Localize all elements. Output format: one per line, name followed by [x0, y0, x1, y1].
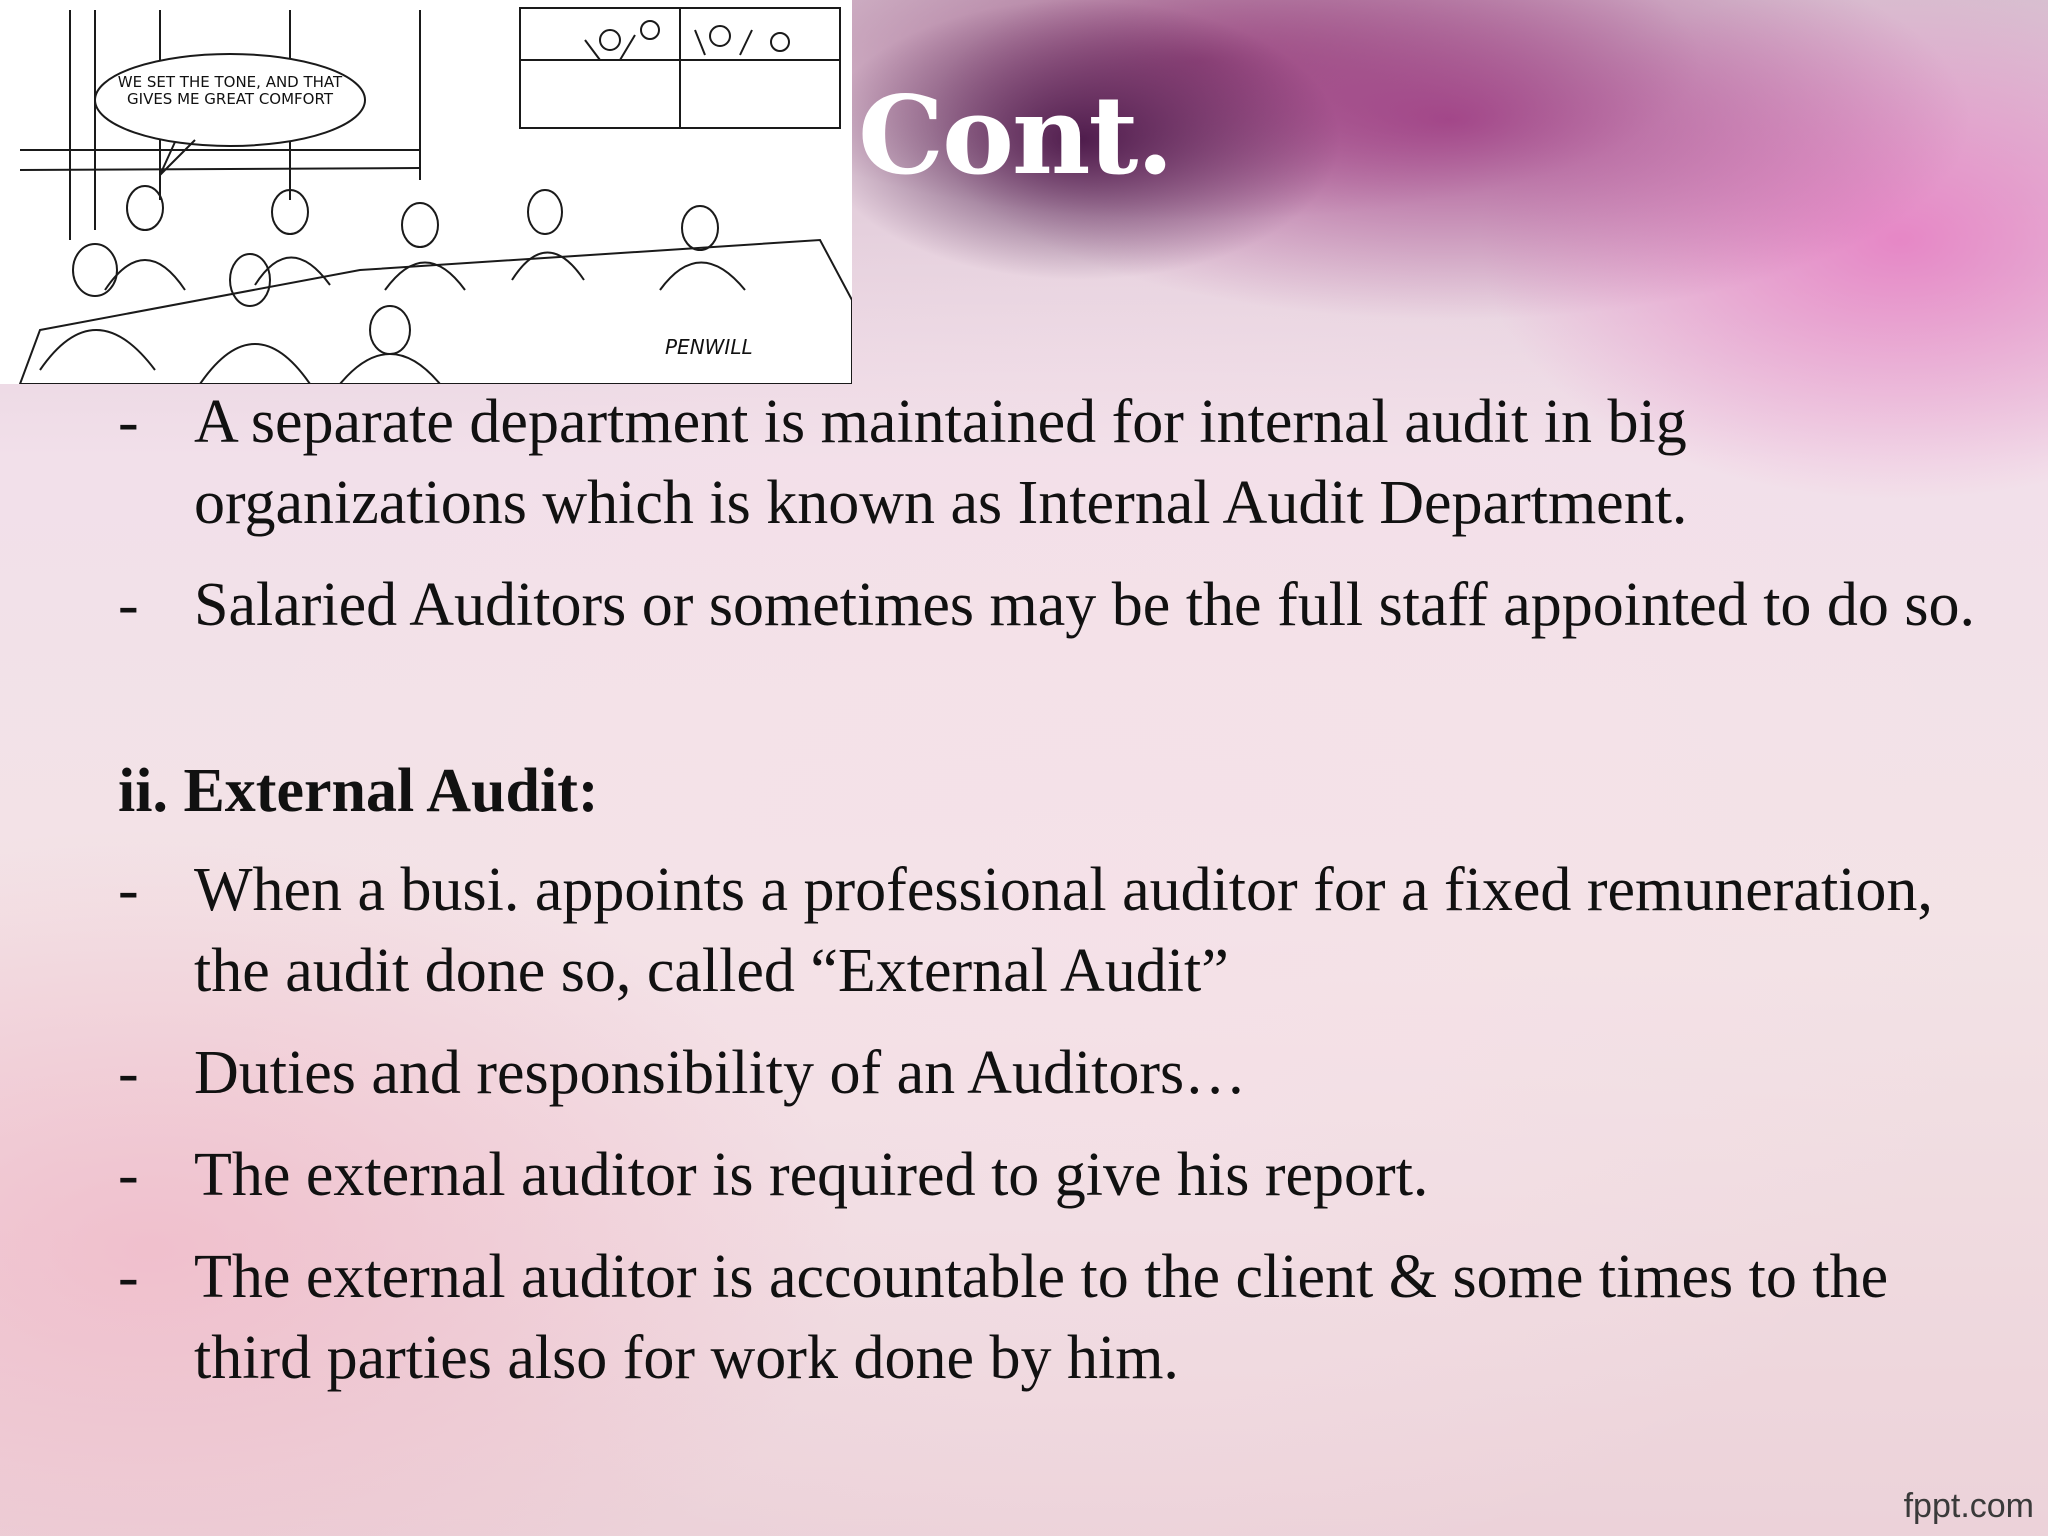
- bullet-salaried-auditors: [118, 565, 1998, 646]
- slide-title: Cont.: [858, 73, 1172, 199]
- bullet-text: The external auditor is accountable to the client & some times to the third parties also for work done by him.: [194, 1243, 1889, 1392]
- bullet-dash: -: [118, 571, 139, 639]
- bullet-text: A separate department is maintained for internal audit in big organizations which is known as Internal Audit Department.: [194, 388, 1688, 537]
- bullet-duties: [118, 1033, 1998, 1114]
- cartoon-image: [0, 0, 852, 384]
- bullet-dash: -: [118, 856, 139, 924]
- watermark-text: fppt.com: [1903, 1487, 2034, 1525]
- bullet-dash: -: [118, 1243, 139, 1311]
- bullet-external-definition: [118, 850, 1998, 1012]
- slide-body: [118, 382, 1998, 1420]
- bullet-text: Duties and responsibility of an Auditors…: [194, 1039, 1247, 1107]
- cartoon-signature: PENWILL: [665, 335, 753, 359]
- bullet-accountable: [118, 1237, 1998, 1399]
- bullet-report: [118, 1135, 1998, 1216]
- section-heading-external-audit: ii. External Audit:: [118, 757, 599, 825]
- bullet-text: Salaried Auditors or sometimes may be the full staff appointed to do so.: [194, 571, 1976, 639]
- cartoon-caption: WE SET THE TONE, AND THAT GIVES ME GREAT COMFORT: [117, 73, 343, 108]
- bullet-text: When a busi. appoints a professional auditor for a fixed remuneration, the audit done so, called “External Audit”: [194, 856, 1933, 1005]
- bullet-internal-department: [118, 382, 1998, 544]
- bullet-text: The external auditor is required to give his report.: [194, 1141, 1429, 1209]
- bullet-dash: -: [118, 1039, 139, 1107]
- bullet-dash: -: [118, 1141, 139, 1209]
- bullet-dash: -: [118, 388, 139, 456]
